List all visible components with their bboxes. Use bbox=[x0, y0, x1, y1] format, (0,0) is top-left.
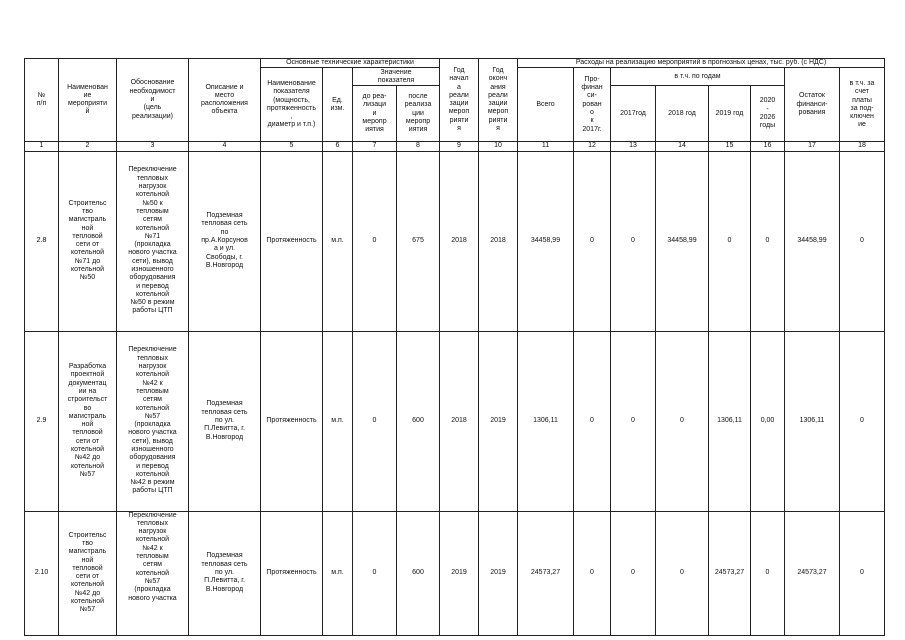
column-number: 7 bbox=[353, 142, 397, 151]
column-number: 8 bbox=[397, 142, 440, 151]
row-2019: 1306,11 bbox=[709, 331, 751, 511]
investment-program-table bbox=[24, 58, 885, 636]
header-2020-2026: 2020 - 2026 годы bbox=[751, 86, 785, 142]
row-prefinanced: 0 bbox=[574, 151, 611, 331]
row-remaining: 1306,11 bbox=[785, 331, 840, 511]
column-numbers-row bbox=[25, 142, 885, 151]
column-number: 9 bbox=[440, 142, 479, 151]
row-year-end: 2018 bbox=[479, 151, 518, 331]
row-2018: 0 bbox=[656, 511, 709, 635]
header-prefinanced: Про- финан си- рован о к 2017г. bbox=[574, 68, 611, 142]
row-justification: Переключение тепловых нагрузок котельной №42 к тепловым сетям котельной №57 (прокладка нового участка bbox=[117, 511, 189, 635]
column-number: 14 bbox=[656, 142, 709, 151]
column-number: 13 bbox=[611, 142, 656, 151]
header-by-years: в т.ч. по годам bbox=[611, 68, 785, 86]
row-total: 1306,11 bbox=[518, 331, 574, 511]
column-number: 4 bbox=[189, 142, 261, 151]
header-year-end: Год оконч ания реали зации мероп рияти я bbox=[479, 59, 518, 142]
header-2019: 2019 год bbox=[709, 86, 751, 142]
header-connection-fee: в т.ч. за счет платы за под- ключен ие bbox=[840, 68, 885, 142]
row-2018: 34458,99 bbox=[656, 151, 709, 331]
row-unit: м.п. bbox=[323, 151, 353, 331]
row-description: Подземная тепловая сеть по ул. П.Левитта, г. В.Новгород bbox=[189, 331, 261, 511]
row-2020-2026: 0 bbox=[751, 151, 785, 331]
header-2018: 2018 год bbox=[656, 86, 709, 142]
row-name: Строительс тво магистраль ной тепловой сети от котельной №71 до котельной №50 bbox=[59, 151, 117, 331]
row-total: 24573,27 bbox=[518, 511, 574, 635]
row-num: 2.8 bbox=[25, 151, 59, 331]
row-remaining: 24573,27 bbox=[785, 511, 840, 635]
row-indicator: Протяженность bbox=[261, 151, 323, 331]
column-number: 11 bbox=[518, 142, 574, 151]
row-name: Строительс тво магистраль ной тепловой сети от котельной №42 до котельной №57 bbox=[59, 511, 117, 635]
header-expenses-group: Расходы на реализацию мероприятий в прогнозных ценах, тыс. руб. (с НДС) bbox=[518, 59, 885, 68]
column-number: 5 bbox=[261, 142, 323, 151]
header-year-start: Год начал а реали зации мероп рияти я bbox=[440, 59, 479, 142]
column-number: 17 bbox=[785, 142, 840, 151]
row-description: Подземная тепловая сеть по ул. П.Левитта, г. В.Новгород bbox=[189, 511, 261, 635]
table-row bbox=[25, 331, 885, 511]
row-indicator: Протяженность bbox=[261, 511, 323, 635]
header-unit: Ед. изм. bbox=[323, 68, 353, 142]
row-before: 0 bbox=[353, 331, 397, 511]
column-number: 10 bbox=[479, 142, 518, 151]
row-num: 2.10 bbox=[25, 511, 59, 635]
row-name: Разработка проектной документац ии на строительст во магистраль ной тепловой сети от котельной №42 до котельной №57 bbox=[59, 331, 117, 511]
row-year-start: 2018 bbox=[440, 151, 479, 331]
row-total: 34458,99 bbox=[518, 151, 574, 331]
row-after: 600 bbox=[397, 511, 440, 635]
table-row bbox=[25, 151, 885, 331]
row-prefinanced: 0 bbox=[574, 331, 611, 511]
row-year-end: 2019 bbox=[479, 331, 518, 511]
row-connection-fee: 0 bbox=[840, 511, 885, 635]
row-2018: 0 bbox=[656, 331, 709, 511]
row-2020-2026: 0,00 bbox=[751, 331, 785, 511]
row-year-start: 2019 bbox=[440, 511, 479, 635]
row-2017: 0 bbox=[611, 331, 656, 511]
header-description: Описание и место расположения объекта bbox=[189, 59, 261, 142]
row-unit: м.п. bbox=[323, 331, 353, 511]
column-number: 15 bbox=[709, 142, 751, 151]
row-year-end: 2019 bbox=[479, 511, 518, 635]
row-prefinanced: 0 bbox=[574, 511, 611, 635]
header-tech-group: Основные технические характеристики bbox=[261, 59, 440, 68]
column-number: 16 bbox=[751, 142, 785, 151]
row-2019: 24573,27 bbox=[709, 511, 751, 635]
row-unit: м.п. bbox=[323, 511, 353, 635]
row-before: 0 bbox=[353, 151, 397, 331]
row-before: 0 bbox=[353, 511, 397, 635]
row-justification: Переключение тепловых нагрузок котельной №42 к тепловым сетям котельной №57 (прокладка нового участка сети), вывод изношенного оборудования и перевод котельной №42 в режим работы ЦТП bbox=[117, 331, 189, 511]
header-total: Всего bbox=[518, 68, 574, 142]
row-2020-2026: 0 bbox=[751, 511, 785, 635]
row-after: 675 bbox=[397, 151, 440, 331]
row-num: 2.9 bbox=[25, 331, 59, 511]
row-description: Подземная тепловая сеть по пр.А.Корсунов а и ул. Свободы, г. В.Новгород bbox=[189, 151, 261, 331]
header-name: Наименован ие мероприяти й bbox=[59, 59, 117, 142]
header-value-group: Значение показателя bbox=[353, 68, 440, 86]
column-number: 18 bbox=[840, 142, 885, 151]
column-number: 6 bbox=[323, 142, 353, 151]
header-after: после реализа ции меропр иятия bbox=[397, 86, 440, 142]
table-row bbox=[25, 511, 885, 635]
row-2017: 0 bbox=[611, 511, 656, 635]
row-2017: 0 bbox=[611, 151, 656, 331]
row-connection-fee: 0 bbox=[840, 151, 885, 331]
row-year-start: 2018 bbox=[440, 331, 479, 511]
column-number: 3 bbox=[117, 142, 189, 151]
row-2019: 0 bbox=[709, 151, 751, 331]
header-remaining: Остаток финанси- рования bbox=[785, 68, 840, 142]
header-2017: 2017год bbox=[611, 86, 656, 142]
row-indicator: Протяженность bbox=[261, 331, 323, 511]
header-num: № п/п bbox=[25, 59, 59, 142]
header-before: до реа- лизаци и меропр иятия bbox=[353, 86, 397, 142]
header-justification: Обоснование необходимост и (цель реализации) bbox=[117, 59, 189, 142]
header-indicator-name: Наименование показателя (мощность, протяженность , диаметр и т.п.) bbox=[261, 68, 323, 142]
row-connection-fee: 0 bbox=[840, 331, 885, 511]
column-number: 1 bbox=[25, 142, 59, 151]
column-number: 2 bbox=[59, 142, 117, 151]
row-after: 600 bbox=[397, 331, 440, 511]
row-remaining: 34458,99 bbox=[785, 151, 840, 331]
row-justification: Переключение тепловых нагрузок котельной №50 к тепловым сетям котельной №71 (прокладка нового участка сети), вывод изношенного оборудования и перевод котельной №50 в режим работы ЦТП bbox=[117, 151, 189, 331]
column-number: 12 bbox=[574, 142, 611, 151]
